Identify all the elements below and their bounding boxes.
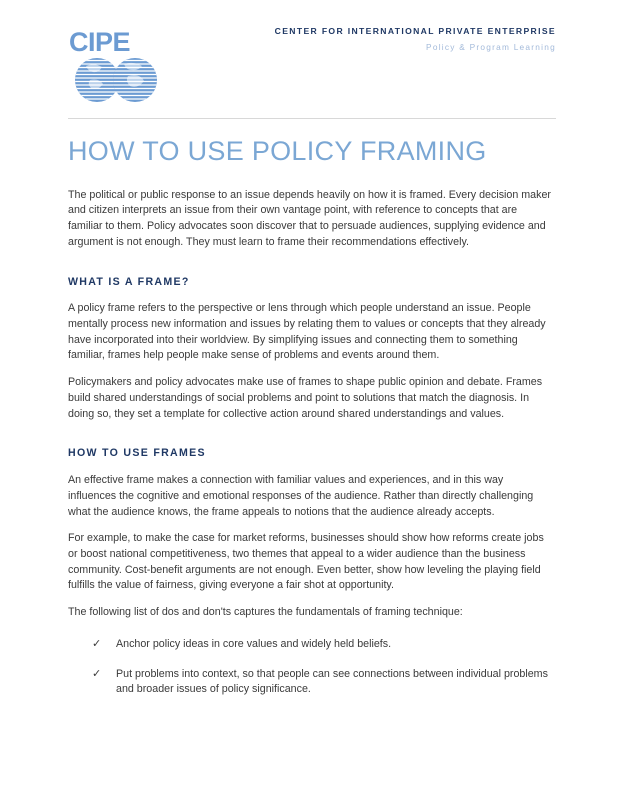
intro-paragraph: The political or public response to an issue depends heavily on how it is framed. Every decision maker and citizen interprets an issue from their own vantage point, with reference to concepts that are familiar to them. Policy advocates soon discover that to persuade audiences, supplying evidence and argument is not enough. They must learn to frame their recommendations effectively. xyxy=(68,188,551,248)
check-icon: ✓ xyxy=(92,667,102,680)
organization-tagline: Policy & Program Learning xyxy=(426,42,556,53)
section-paragraph: An effective frame makes a connection with familiar values and experiences, and in this way influences the cognitive and emotional responses of the audience. Rather than directly challenging what the audience knows, the frame appeals to notions that the audience already accepts. xyxy=(68,474,534,518)
section-paragraph: The following list of dos and don'ts captures the fundamentals of framing technique: xyxy=(68,606,463,619)
section-paragraph: For example, to make the case for market reforms, businesses should show how reforms create jobs or boost national competitiveness, two themes that appeal to a wider audience than the business community. Cost-benefit arguments are not enough. Even better, show how leveling the playing field fulfills the value of fairness, giving everyone a fair shot at opportunity. xyxy=(68,532,544,592)
list-item xyxy=(92,637,554,653)
document-content xyxy=(0,137,620,698)
list-item-label: Anchor policy ideas in core values and widely held beliefs. xyxy=(116,637,392,650)
section-paragraph: A policy frame refers to the perspective or lens through which people understand an issue. People mentally process new information and issues by relating them to values or concepts that they already have incorporated into their worldview. By simplifying issues and connecting them to something familiar, frames help people make sense of problems and events around them. xyxy=(68,302,546,362)
page-header xyxy=(0,0,620,104)
section-heading-what-is-a-frame: WHAT IS A FRAME? xyxy=(68,275,190,288)
framing-checklist xyxy=(68,637,554,698)
check-icon: ✓ xyxy=(92,637,102,650)
cipe-globes-logo-icon xyxy=(68,26,164,104)
header-divider xyxy=(68,118,556,119)
cipe-logo xyxy=(68,22,164,104)
section-heading-how-to-use-frames: HOW TO USE FRAMES xyxy=(68,447,206,460)
svg-text:CIPE: CIPE xyxy=(69,27,131,57)
section-paragraph: Policymakers and policy advocates make use of frames to shape public opinion and debate. Frames build shared understandings of social problems and point to solutions that match the diagnosis. In doing so, they set a template for collective action around shared understandings and values. xyxy=(68,376,543,420)
organization-block xyxy=(275,22,556,53)
organization-name: CENTER FOR INTERNATIONAL PRIVATE ENTERPRISE xyxy=(274,26,556,36)
page-title: HOW TO USE POLICY FRAMING xyxy=(68,136,487,166)
list-item xyxy=(92,667,554,698)
list-item-label: Put problems into context, so that people can see connections between individual problems and broader issues of policy significance. xyxy=(116,667,548,696)
